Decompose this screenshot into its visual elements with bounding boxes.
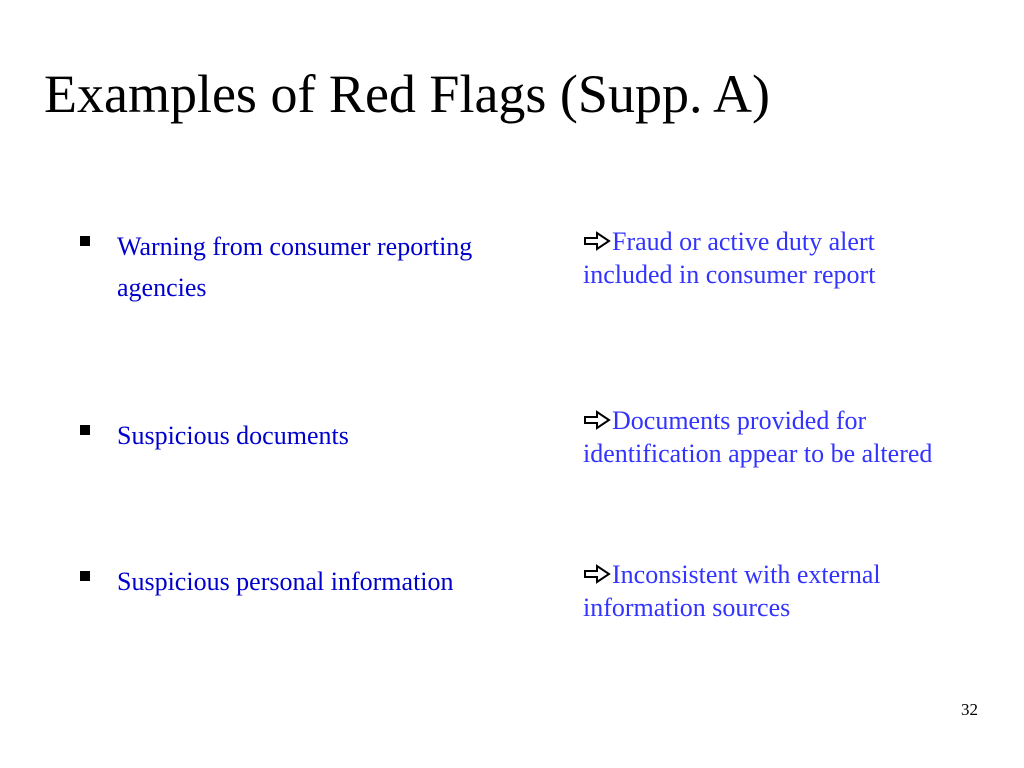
- red-flag-example-text: Inconsistent with external information sources: [583, 560, 881, 622]
- square-bullet-icon: [80, 425, 90, 435]
- red-flag-example-item: [583, 225, 963, 291]
- page-number: 32: [961, 700, 978, 719]
- red-flag-category-label: Suspicious personal information: [117, 567, 454, 596]
- slide-title: Examples of Red Flags (Supp. A): [44, 64, 770, 124]
- red-flag-example-text: Fraud or active duty alert included in consumer report: [583, 227, 876, 289]
- outline-arrow-right-icon: [583, 231, 611, 251]
- red-flag-example-item: [583, 404, 963, 470]
- square-bullet-icon: [80, 571, 90, 581]
- outline-arrow-right-icon: [583, 564, 611, 584]
- red-flag-category-label: Warning from consumer reporting agencies: [117, 232, 473, 302]
- red-flag-example-item: [583, 558, 963, 624]
- outline-arrow-right-icon: [583, 410, 611, 430]
- red-flag-example-text: Documents provided for identification appear to be altered: [583, 406, 933, 468]
- square-bullet-icon: [80, 236, 90, 246]
- red-flag-category-label: Suspicious documents: [117, 421, 349, 450]
